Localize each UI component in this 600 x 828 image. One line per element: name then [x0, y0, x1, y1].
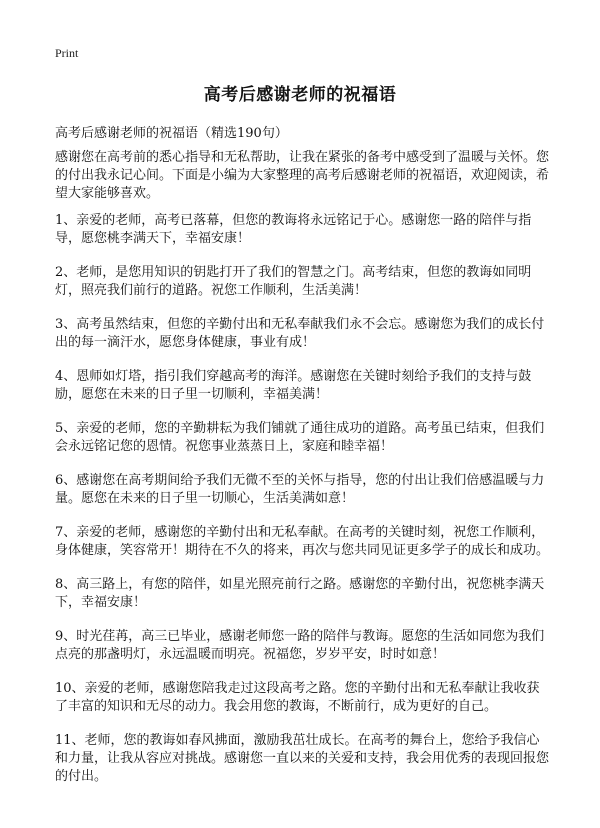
print-link[interactable]: Print: [55, 46, 79, 60]
list-item: 5、亲爱的老师，您的辛勤耕耘为我们铺就了通往成功的道路。高考虽已结束，但我们会永远铭记您的恩情。祝您事业蒸蒸日上，家庭和睦幸福！: [55, 421, 545, 454]
list-item: 11、老师，您的教诲如春风拂面，激励我茁壮成长。在高考的舞台上，您给予我信心和力量，让我从容应对挑战。感谢您一直以来的关爱和支持，我会用优秀的表现回报您的付出。: [55, 733, 550, 784]
list-item: 4、恩师如灯塔，指引我们穿越高考的海洋。感谢您在关键时刻给予我们的支持与鼓励，愿您在未来的日子里一切顺利，幸福美满！: [55, 369, 532, 402]
list-item: 1、亲爱的老师，高考已落幕，但您的教诲将永远铭记于心。感谢您一路的陪伴与指导，愿您桃李满天下，幸福安康！: [55, 213, 532, 246]
list-item: 10、亲爱的老师，感谢您陪我走过这段高考之路。您的辛勤付出和无私奉献让我收获了丰富的知识和无尽的动力。我会用您的教诲，不断前行，成为更好的自己。: [55, 681, 540, 714]
list-item: 8、高三路上，有您的陪伴，如星光照亮前行之路。感谢您的辛勤付出，祝您桃李满天下，幸福安康！: [55, 577, 545, 610]
list-item: 3、高考虽然结束，但您的辛勤付出和无私奉献我们永不会忘。感谢您为我们的成长付出的每一滴汗水，愿您身体健康，事业有成！: [55, 317, 545, 350]
page-title: 高考后感谢老师的祝福语: [203, 85, 397, 105]
list-item: 9、时光荏苒，高三已毕业，感谢老师您一路的陪伴与教诲。愿您的生活如同您为我们点亮的那盏明灯，永远温暖而明亮。祝福您，岁岁平安，时时如意！: [55, 629, 545, 662]
list-item: 7、亲爱的老师，感谢您的辛勤付出和无私奉献。在高考的关键时刻，祝您工作顺利，身体健康，笑容常开！期待在不久的将来，再次与您共同见证更多学子的成长和成功。: [55, 525, 550, 558]
list-item: 6、感谢您在高考期间给予我们无微不至的关怀与指导，您的付出让我们倍感温暖与力量。愿您在未来的日子里一切顺心，生活美满如意！: [55, 473, 545, 506]
list-item: 2、老师，是您用知识的钥匙打开了我们的智慧之门。高考结束，但您的教诲如同明灯，照亮我们前行的道路。祝您工作顺利，生活美满！: [55, 265, 532, 298]
article-subtitle: 高考后感谢老师的祝福语（精选190句）: [55, 126, 288, 141]
intro-paragraph: 感谢您在高考前的悉心指导和无私帮助，让我在紧张的备考中感受到了温暖与关怀。您的付出我永记心间。下面是小编为大家整理的高考后感谢老师的祝福语，欢迎阅读，希望大家能够喜欢。: [55, 150, 550, 201]
blessing-list: [55, 212, 550, 802]
